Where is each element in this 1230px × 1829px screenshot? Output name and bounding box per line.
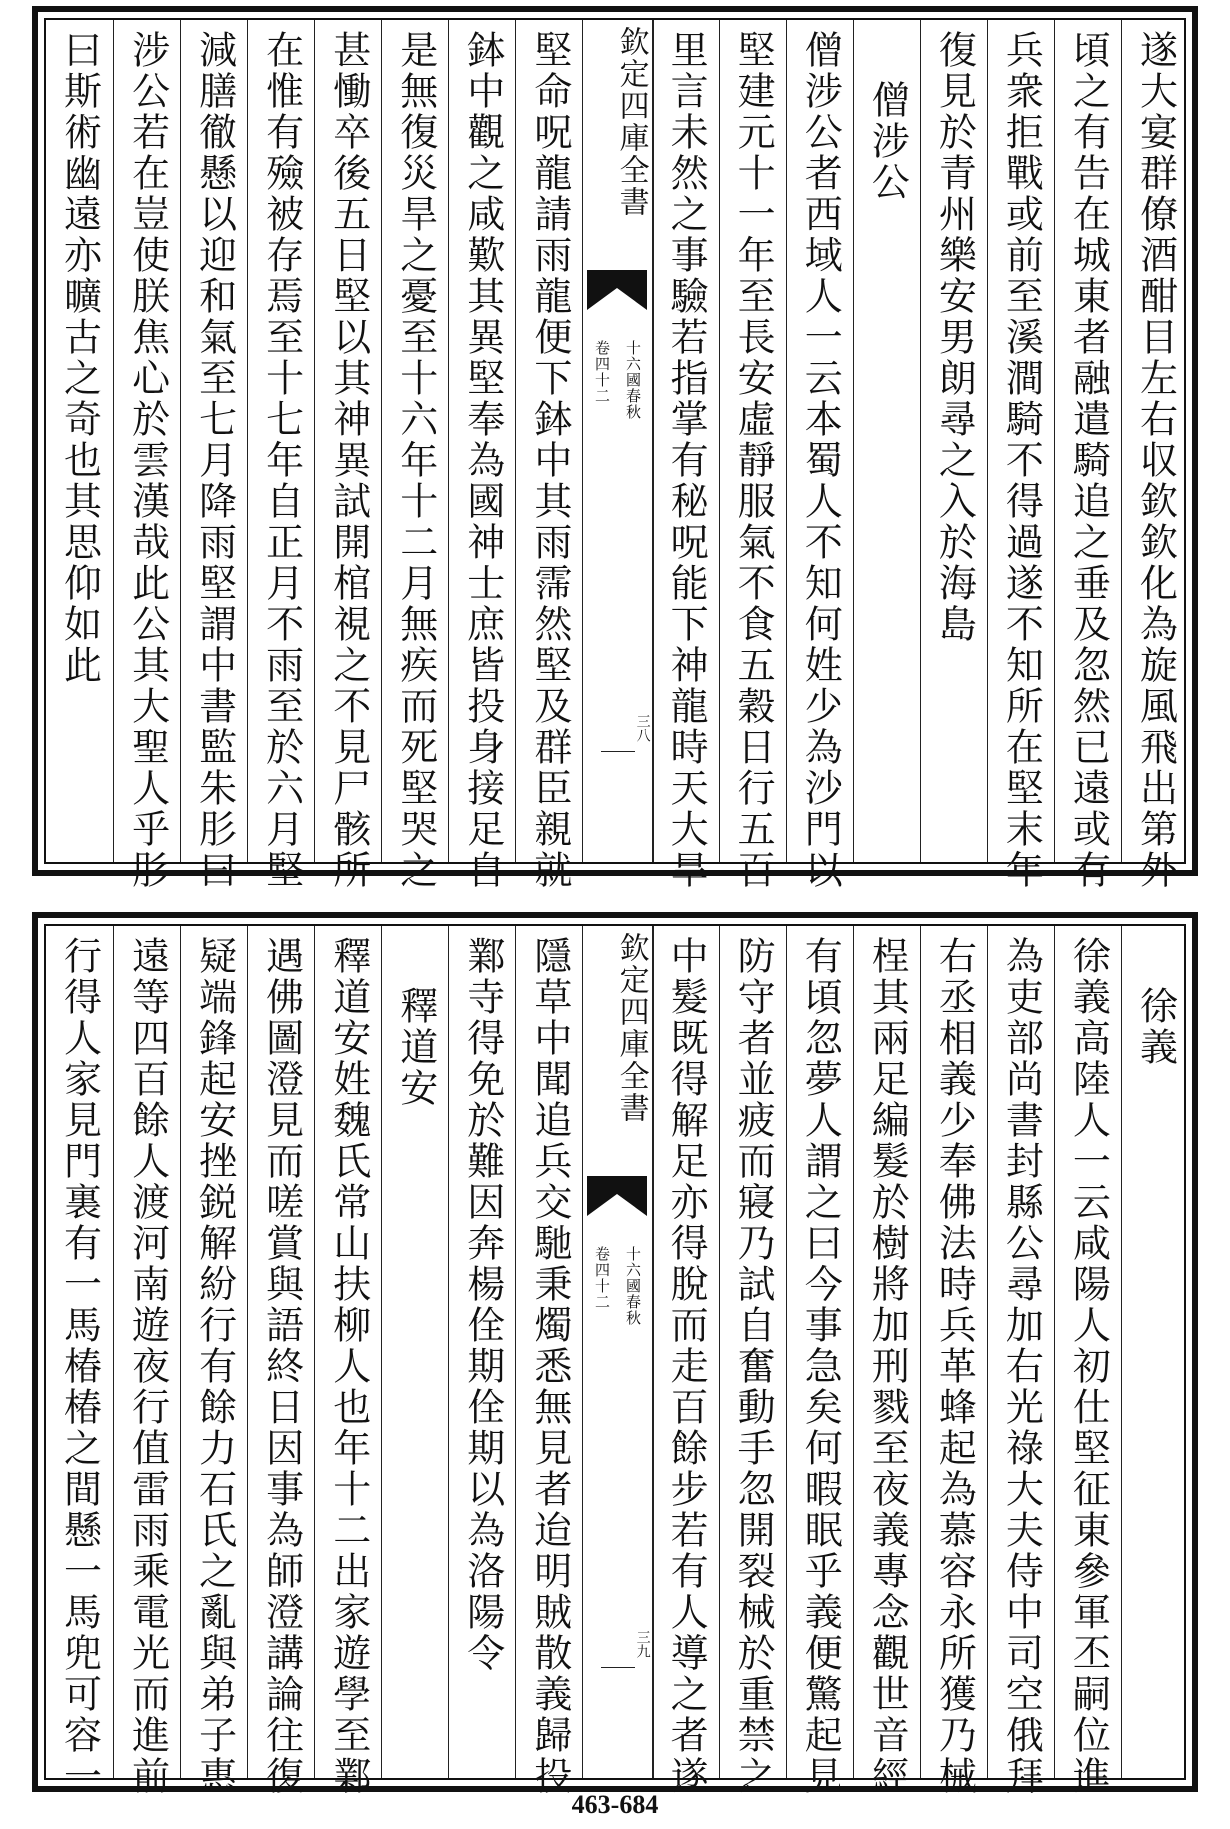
column-text: 鉢中觀之咸歎其異堅奉為國神士庶皆投身接足自: [460, 30, 505, 891]
column-text: 桯其兩足編髮於樹將加刑戮至夜義專念觀世音經: [865, 936, 910, 1797]
column-text: 隱草中聞追兵交馳秉燭悉無見者迨明賊散義歸投: [527, 936, 572, 1797]
text-column: [113, 926, 181, 1797]
column-text: 是無復災旱之憂至十六年十二月無疾而死堅哭之: [393, 30, 438, 891]
column-text: 防守者並疲而寢乃試自奮動手忽開裂械於重禁之: [731, 936, 776, 1797]
band-subtitle: [583, 1246, 652, 1326]
page-footer-number: 463-684: [571, 1790, 659, 1819]
column-text: 徐義高陸人一云咸陽人初仕堅征東參軍丕嗣位進: [1066, 936, 1111, 1797]
leaf-number-rule: [601, 1667, 634, 1668]
book-title: 十六國春秋: [623, 340, 642, 420]
leaf-number: 三九: [634, 1630, 651, 1658]
column-text: 為吏部尚書封縣公尋加右光祿大夫侍中司空俄拜: [999, 936, 1044, 1797]
column-text: 堅命呪龍請雨龍便下鉢中其雨霈然堅及群臣親就: [527, 30, 572, 891]
band-title: 欽定四庫全書: [613, 26, 649, 218]
text-column: [180, 20, 248, 891]
text-column: [314, 926, 382, 1797]
column-text: 行得人家見門裏有一馬椿椿之間懸一馬兜可容一: [57, 936, 102, 1797]
column-text: 甚慟卒後五日堅以其神異試開棺視之不見尸骸所: [326, 30, 371, 891]
text-column: [46, 926, 113, 1797]
volume-number: 卷四十二: [592, 340, 611, 404]
text-column: [987, 926, 1055, 1797]
lower-page-frame: [44, 924, 1186, 1797]
text-column: [1054, 20, 1122, 891]
center-band: [582, 926, 653, 1778]
column-text: 堅建元十一年至長安虛靜服氣不食五穀日行五百: [731, 30, 776, 891]
text-column: [448, 926, 516, 1778]
column-text: 疑端鋒起安挫鋭解紛行有餘力石氏之亂與弟子惠: [192, 936, 237, 1797]
column-text: 遂大宴群僚酒酣目左右収欽欽化為旋風飛出第外: [1133, 30, 1178, 891]
column-text: 涉公若在豈使朕焦心於雲漢哉此公其大聖人乎肜: [125, 30, 170, 891]
column-text: 鄴寺得免於難因奔楊佺期佺期以為洛陽令: [460, 936, 505, 1674]
section-heading: 僧涉公: [865, 80, 910, 203]
fishtail-mark-icon: [587, 1176, 647, 1216]
column-text: 有頃忽夢人謂之曰今事急矣何暇眠乎義便驚起見: [798, 936, 843, 1797]
volume-number: 卷四十二: [592, 1246, 611, 1310]
upper-page-frame: [44, 18, 1186, 891]
fishtail-mark-icon: [587, 270, 647, 310]
upper-page: [32, 6, 1198, 891]
text-column: [381, 20, 449, 891]
text-column: [853, 926, 921, 1797]
column-text: 僧涉公者西域人一云本蜀人不知何姓少為沙門以: [798, 30, 843, 891]
column-text: 兵衆拒戰或前至溪澗騎不得過遂不知所在堅末年: [999, 30, 1044, 891]
band-title: 欽定四庫全書: [613, 932, 649, 1124]
text-column: [987, 20, 1055, 891]
text-column: [652, 20, 720, 891]
column-text: 頃之有告在城東者融遣騎追之垂及忽然已遠或有: [1066, 30, 1111, 891]
lower-page: [32, 912, 1198, 1797]
band-subtitle: [583, 340, 652, 420]
column-text: 在惟有殮被存焉至十七年自正月不雨至於六月堅: [259, 30, 304, 891]
section-heading: 徐義: [1133, 986, 1178, 1068]
text-column: [920, 926, 988, 1797]
column-text: 遠等四百餘人渡河南遊夜行值雷雨乘電光而進前: [125, 936, 170, 1797]
text-column: [786, 926, 854, 1797]
text-column: [314, 20, 382, 891]
column-text: 里言未然之事驗若指掌有秘呪能下神龍時天大旱: [664, 30, 709, 891]
section-heading-column: [1121, 926, 1189, 1778]
text-column: [652, 926, 720, 1797]
text-column: [515, 926, 583, 1797]
section-heading: 釋道安: [393, 986, 438, 1109]
leaf-number-rule: [601, 751, 634, 752]
section-heading-column: [381, 926, 449, 1778]
column-text: 曰斯術幽遠亦曠古之奇也其思仰如此: [57, 30, 102, 686]
section-heading-column: [853, 20, 921, 862]
text-column: [113, 20, 181, 891]
column-text: 復見於青州樂安男朗尋之入於海島: [932, 30, 977, 645]
column-text: 遇佛圖澄見而嗟賞與語終日因事為師澄講論往復: [259, 936, 304, 1797]
column-text: 減膳徹懸以迎和氣至七月降雨堅謂中書監朱肜曰: [192, 30, 237, 891]
text-column: [180, 926, 248, 1797]
text-column: [515, 20, 583, 891]
text-column: [719, 926, 787, 1797]
text-column: [247, 926, 315, 1797]
leaf-number: 三八: [634, 714, 651, 742]
column-text: 右丞相義少奉佛法時兵革蜂起為慕容永所獲乃械: [932, 936, 977, 1797]
text-column: [247, 20, 315, 891]
column-text: 釋道安姓魏氏常山扶柳人也年十二出家遊學至鄴: [326, 936, 371, 1797]
text-column: [920, 20, 988, 862]
text-column: [786, 20, 854, 891]
text-column: [1121, 20, 1189, 891]
text-column: [448, 20, 516, 891]
text-column: [46, 20, 113, 862]
book-title: 十六國春秋: [623, 1246, 642, 1326]
column-text: 中髮既得解足亦得脫而走百餘步若有人導之者遂: [664, 936, 709, 1797]
center-band: [582, 20, 653, 862]
text-column: [1054, 926, 1122, 1797]
text-column: [719, 20, 787, 891]
